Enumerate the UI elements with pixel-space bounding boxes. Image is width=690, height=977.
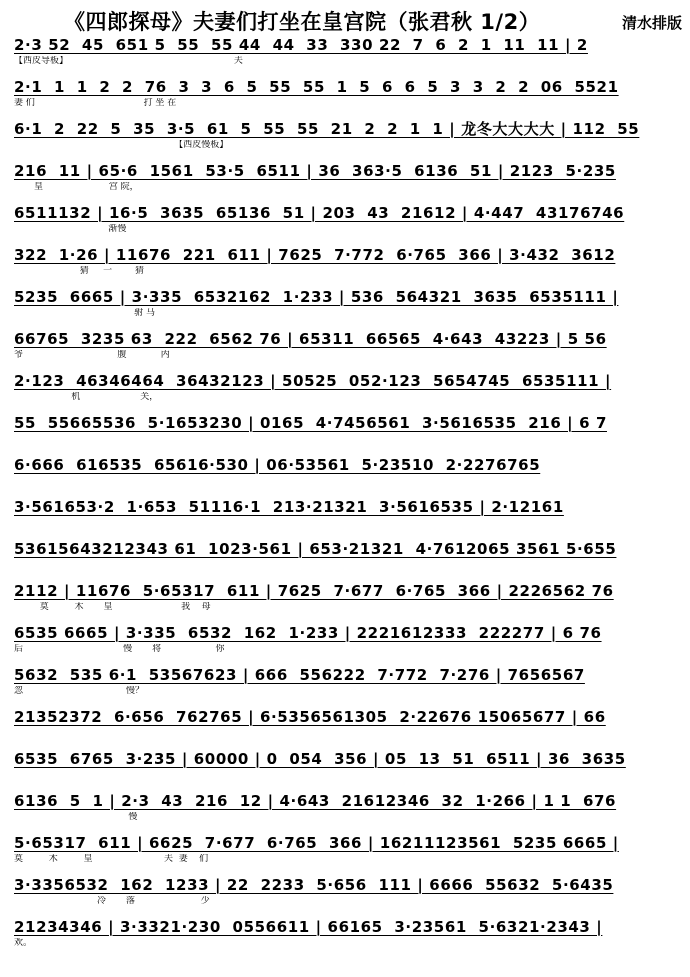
score-title: 《四郎探母》夫妻们打坐在皇宫院（张君秋 1/2） (64, 10, 541, 34)
score-row-14 (14, 582, 680, 618)
lyric-line: 【西皮导板】 夫 (14, 56, 243, 66)
notes-line: 55 55665536 5·1653230 | 0165 4·7456561 3·5616535 216 | 6 7 (14, 414, 607, 432)
notes-line: 6511132 | 16·5 3635 65136 51 | 203 43 21612 | 4·447 43176746 (14, 204, 625, 222)
notes-line: 2·1 1 1 2 2 76 3 3 6 5 55 55 1 5 6 6 5 3 3 2 2 06 5521 (14, 78, 619, 96)
notes-line: 6·666 616535 65616·530 | 06·53561 5·23510 2·2276765 (14, 456, 541, 474)
notes-line: 3·3356532 162 1233 | 22 2233 5·656 111 | 6666 55632 5·6435 (14, 876, 614, 894)
notes-line: 3·561653·2 1·653 51116·1 213·21321 3·5616535 | 2·12161 (14, 498, 564, 516)
notes-line: 2112 | 11676 5·65317 611 | 7625 7·677 6·765 366 | 2226562 76 (14, 582, 614, 600)
score-row-11 (14, 456, 680, 492)
lyric-line: 莫 木 皇 我 母 (14, 602, 211, 612)
notes-line: 6·1 2 22 5 35 3·5 61 5 55 55 21 2 2 1 1 | 龙冬大大大大 | 112 55 (14, 120, 640, 138)
lyric-line: 皇 宫 院， (14, 182, 139, 192)
notes-line: 6136 5 1 | 2·3 43 216 12 | 4·643 21612346 32 1·266 | 1 1 676 (14, 792, 617, 810)
score-row-22 (14, 918, 680, 954)
score-row-18 (14, 750, 680, 786)
lyric-line: 后 慢 将 你 (14, 644, 225, 654)
notes-line: 53615643212343 61 1023·561 | 653·21321 4·7612065 3561 5·655 (14, 540, 617, 558)
lyric-line: 驸 马 (14, 308, 156, 318)
lyric-line: 机 关， (14, 392, 159, 402)
score-row-12 (14, 498, 680, 534)
lyric-line: 欢。 (14, 938, 33, 948)
lyric-line: 慢 (14, 812, 138, 822)
score-row-13 (14, 540, 680, 576)
score-row-15 (14, 624, 680, 660)
score-row-6 (14, 246, 680, 282)
score-row-10 (14, 414, 680, 450)
score-row-8 (14, 330, 680, 366)
jianpu-score (0, 36, 690, 977)
notes-line: 5·65317 611 | 6625 7·677 6·765 366 | 16211123561 5235 6665 | (14, 834, 619, 852)
notes-line: 2·123 46346464 36432123 | 50525 052·123 5654745 6535111 | (14, 372, 612, 390)
lyric-line: 猜 一 猜 (14, 266, 144, 276)
page-header (0, 0, 690, 36)
score-row-9 (14, 372, 680, 408)
score-row-4 (14, 162, 680, 198)
lyric-line: 【西皮慢板】 (14, 140, 229, 150)
notes-line: 2·3 52 45 651 5 55 55 44 44 33 330 22 7 6 2 1 11 11 | 2 (14, 36, 588, 54)
notes-line: 5632 535 6·1 53567623 | 666 556222 7·772 7·276 | 7656567 (14, 666, 585, 684)
notes-line: 21234346 | 3·3321·230 0556611 | 66165 3·23561 5·6321·2343 | (14, 918, 603, 936)
score-row-1 (14, 36, 680, 72)
typesetter-credit: 清水排版 (621, 14, 682, 32)
score-row-5 (14, 204, 680, 240)
notes-line: 6535 6765 3·235 | 60000 | 0 054 356 | 05 13 51 6511 | 36 3635 (14, 750, 626, 768)
score-row-16 (14, 666, 680, 702)
notes-line: 322 1·26 | 11676 221 611 | 7625 7·772 6·765 366 | 3·432 3612 (14, 246, 616, 264)
notes-line: 216 11 | 65·6 1561 53·5 6511 | 36 363·5 6136 51 | 2123 5·235 (14, 162, 616, 180)
notes-line: 21352372 6·656 762765 | 6·5356561305 2·22676 15065677 | 66 (14, 708, 606, 726)
score-row-2 (14, 78, 680, 114)
lyric-line: 渐慢 (14, 224, 127, 234)
notes-line: 66765 3235 63 222 6562 76 | 65311 66565 4·643 43223 | 5 56 (14, 330, 607, 348)
lyric-line: 忽 慢？ (14, 686, 144, 696)
notes-line: 6535 6665 | 3·335 6532 162 1·233 | 2221612333 222277 | 6 76 (14, 624, 602, 642)
score-row-19 (14, 792, 680, 828)
notes-line: 5235 6665 | 3·335 6532162 1·233 | 536 564321 3635 6535111 | (14, 288, 619, 306)
score-row-21 (14, 876, 680, 912)
lyric-line: 妻 们 打 坐 在 (14, 98, 177, 108)
lyric-line: 爷 腹 内 (14, 350, 170, 360)
lyric-line: 莫 木 皇 夫 妻 们 (14, 854, 209, 864)
score-row-7 (14, 288, 680, 324)
lyric-line: 冷 落 少 (14, 896, 210, 906)
score-row-17 (14, 708, 680, 744)
score-row-3 (14, 120, 680, 156)
score-row-20 (14, 834, 680, 870)
